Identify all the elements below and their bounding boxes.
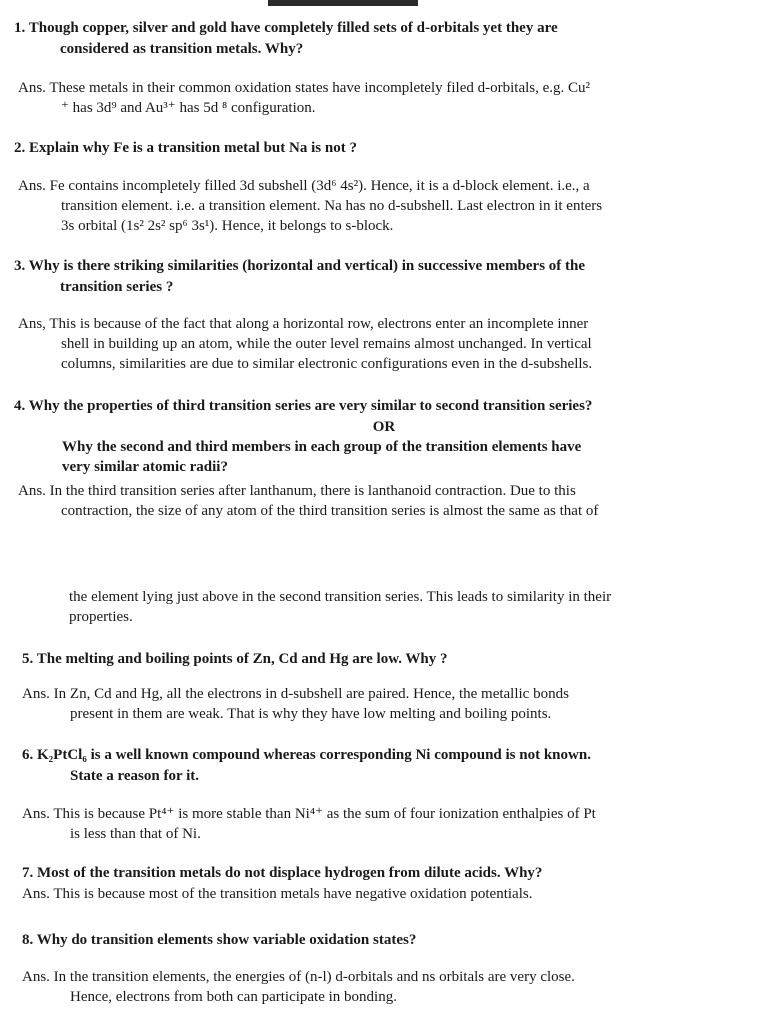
- answer-block-4-continued: [0, 587, 768, 627]
- answer-2: [0, 176, 768, 236]
- answer-block-5: [0, 684, 768, 724]
- question-6-line2: State a reason for it.: [70, 768, 200, 784]
- question-block-1: [0, 18, 768, 60]
- question-block-5: [0, 649, 768, 670]
- question-block-6: [0, 745, 768, 787]
- question-block-3: [0, 256, 768, 298]
- answer-2-line3: 3s orbital (1s² 2s² sp⁶ 3s¹). Hence, it belongs to s-block.: [61, 218, 394, 234]
- answer-4-continued: [0, 587, 768, 627]
- question-4-alternate-line1: Why the second and third members in each group of the transition elements have: [62, 439, 582, 455]
- answer-5-line1: Ans. In Zn, Cd and Hg, all the electrons in d-subshell are paired. Hence, the metallic bonds: [22, 686, 569, 702]
- answer-6-line1: Ans. This is because Pt⁴⁺ is more stable than Ni⁴⁺ as the sum of four ionization enthalpies of Pt: [22, 806, 596, 822]
- answer-block-1: [0, 78, 768, 118]
- answer-4-line3: the element lying just above in the second transition series. This leads to similarity in their: [69, 589, 612, 605]
- answer-3-line3: columns, similarities are due to similar electronic configurations even in the d-subshells.: [61, 356, 593, 372]
- question-4: 4. Why the properties of third transition series are very similar to second transition series?: [14, 398, 593, 414]
- answer-1: [0, 78, 768, 118]
- question-6: [0, 745, 768, 787]
- answer-1-line1: Ans. These metals in their common oxidation states have incompletely filed d-orbitals, e.g. Cu²: [18, 80, 591, 96]
- question-1-line2: considered as transition metals. Why?: [60, 41, 304, 57]
- answer-4-line1: Ans. In the third transition series after lanthanum, there is lanthanoid contraction. Due to this: [18, 483, 576, 499]
- answer-4: [0, 481, 768, 521]
- question-2: 2. Explain why Fe is a transition metal but Na is not ?: [14, 140, 357, 156]
- question-block-8: [0, 930, 768, 951]
- answer-5-line2: present in them are weak. That is why they have low melting and boiling points.: [70, 706, 552, 722]
- question-block-2: [0, 138, 768, 159]
- question-block-7: [0, 863, 768, 904]
- question-3-line1: 3. Why is there striking similarities (horizontal and vertical) in successive members of the: [14, 258, 586, 274]
- answer-block-2: [0, 176, 768, 236]
- question-6-line1: 6. K₂PtCl₆ is a well known compound whereas corresponding Ni compound is not known.: [22, 747, 591, 763]
- answer-block-3: [0, 314, 768, 374]
- answer-3-line2: shell in building up an atom, while the outer level remains almost unchanged. In vertical: [61, 336, 592, 352]
- answer-3: [0, 314, 768, 374]
- question-1: [0, 18, 768, 60]
- answer-4-line2: contraction, the size of any atom of the third transition series is almost the same as that of: [61, 503, 599, 519]
- answer-1-line2: ⁺ has 3d⁹ and Au³⁺ has 5d ⁸ configuration.: [61, 100, 316, 116]
- or-divider: OR: [372, 419, 396, 435]
- question-7: 7. Most of the transition metals do not displace hydrogen from dilute acids. Why?: [22, 865, 543, 881]
- answer-6-line2: is less than that of Ni.: [70, 826, 201, 842]
- answer-4-line4: properties.: [69, 609, 133, 625]
- answer-block-6: [0, 804, 768, 844]
- answer-3-line1: Ans, This is because of the fact that along a horizontal row, electrons enter an incomplete inner: [18, 316, 589, 332]
- answer-8: [0, 967, 768, 1007]
- question-3-line2: transition series ?: [60, 279, 174, 295]
- question-block-4: [0, 396, 768, 477]
- answer-block-8: [0, 967, 768, 1007]
- question-4-alternate-line2: very similar atomic radii?: [62, 459, 228, 475]
- answer-block-4: [0, 481, 768, 521]
- answer-5: [0, 684, 768, 724]
- question-3: [0, 256, 768, 298]
- header-strip: [268, 0, 418, 6]
- answer-2-line1: Ans. Fe contains incompletely filled 3d subshell (3d⁶ 4s²). Hence, it is a d-block element. i.e., a: [18, 178, 590, 194]
- answer-7: Ans. This is because most of the transition metals have negative oxidation potentials.: [22, 886, 533, 902]
- question-4-alternate: [0, 437, 768, 477]
- answer-8-line2: Hence, electrons from both can participate in bonding.: [70, 989, 397, 1005]
- answer-2-line2: transition element. i.e. a transition element. Na has no d-subshell. Last electron in it enters: [61, 198, 603, 214]
- question-8: 8. Why do transition elements show variable oxidation states?: [22, 932, 417, 948]
- question-5: 5. The melting and boiling points of Zn, Cd and Hg are low. Why ?: [22, 651, 448, 667]
- answer-8-line1: Ans. In the transition elements, the energies of (n-l) d-orbitals and ns orbitals are very close.: [22, 969, 575, 985]
- question-1-line1: 1. Though copper, silver and gold have completely filled sets of d-orbitals yet they are: [14, 20, 558, 36]
- answer-6: [0, 804, 768, 844]
